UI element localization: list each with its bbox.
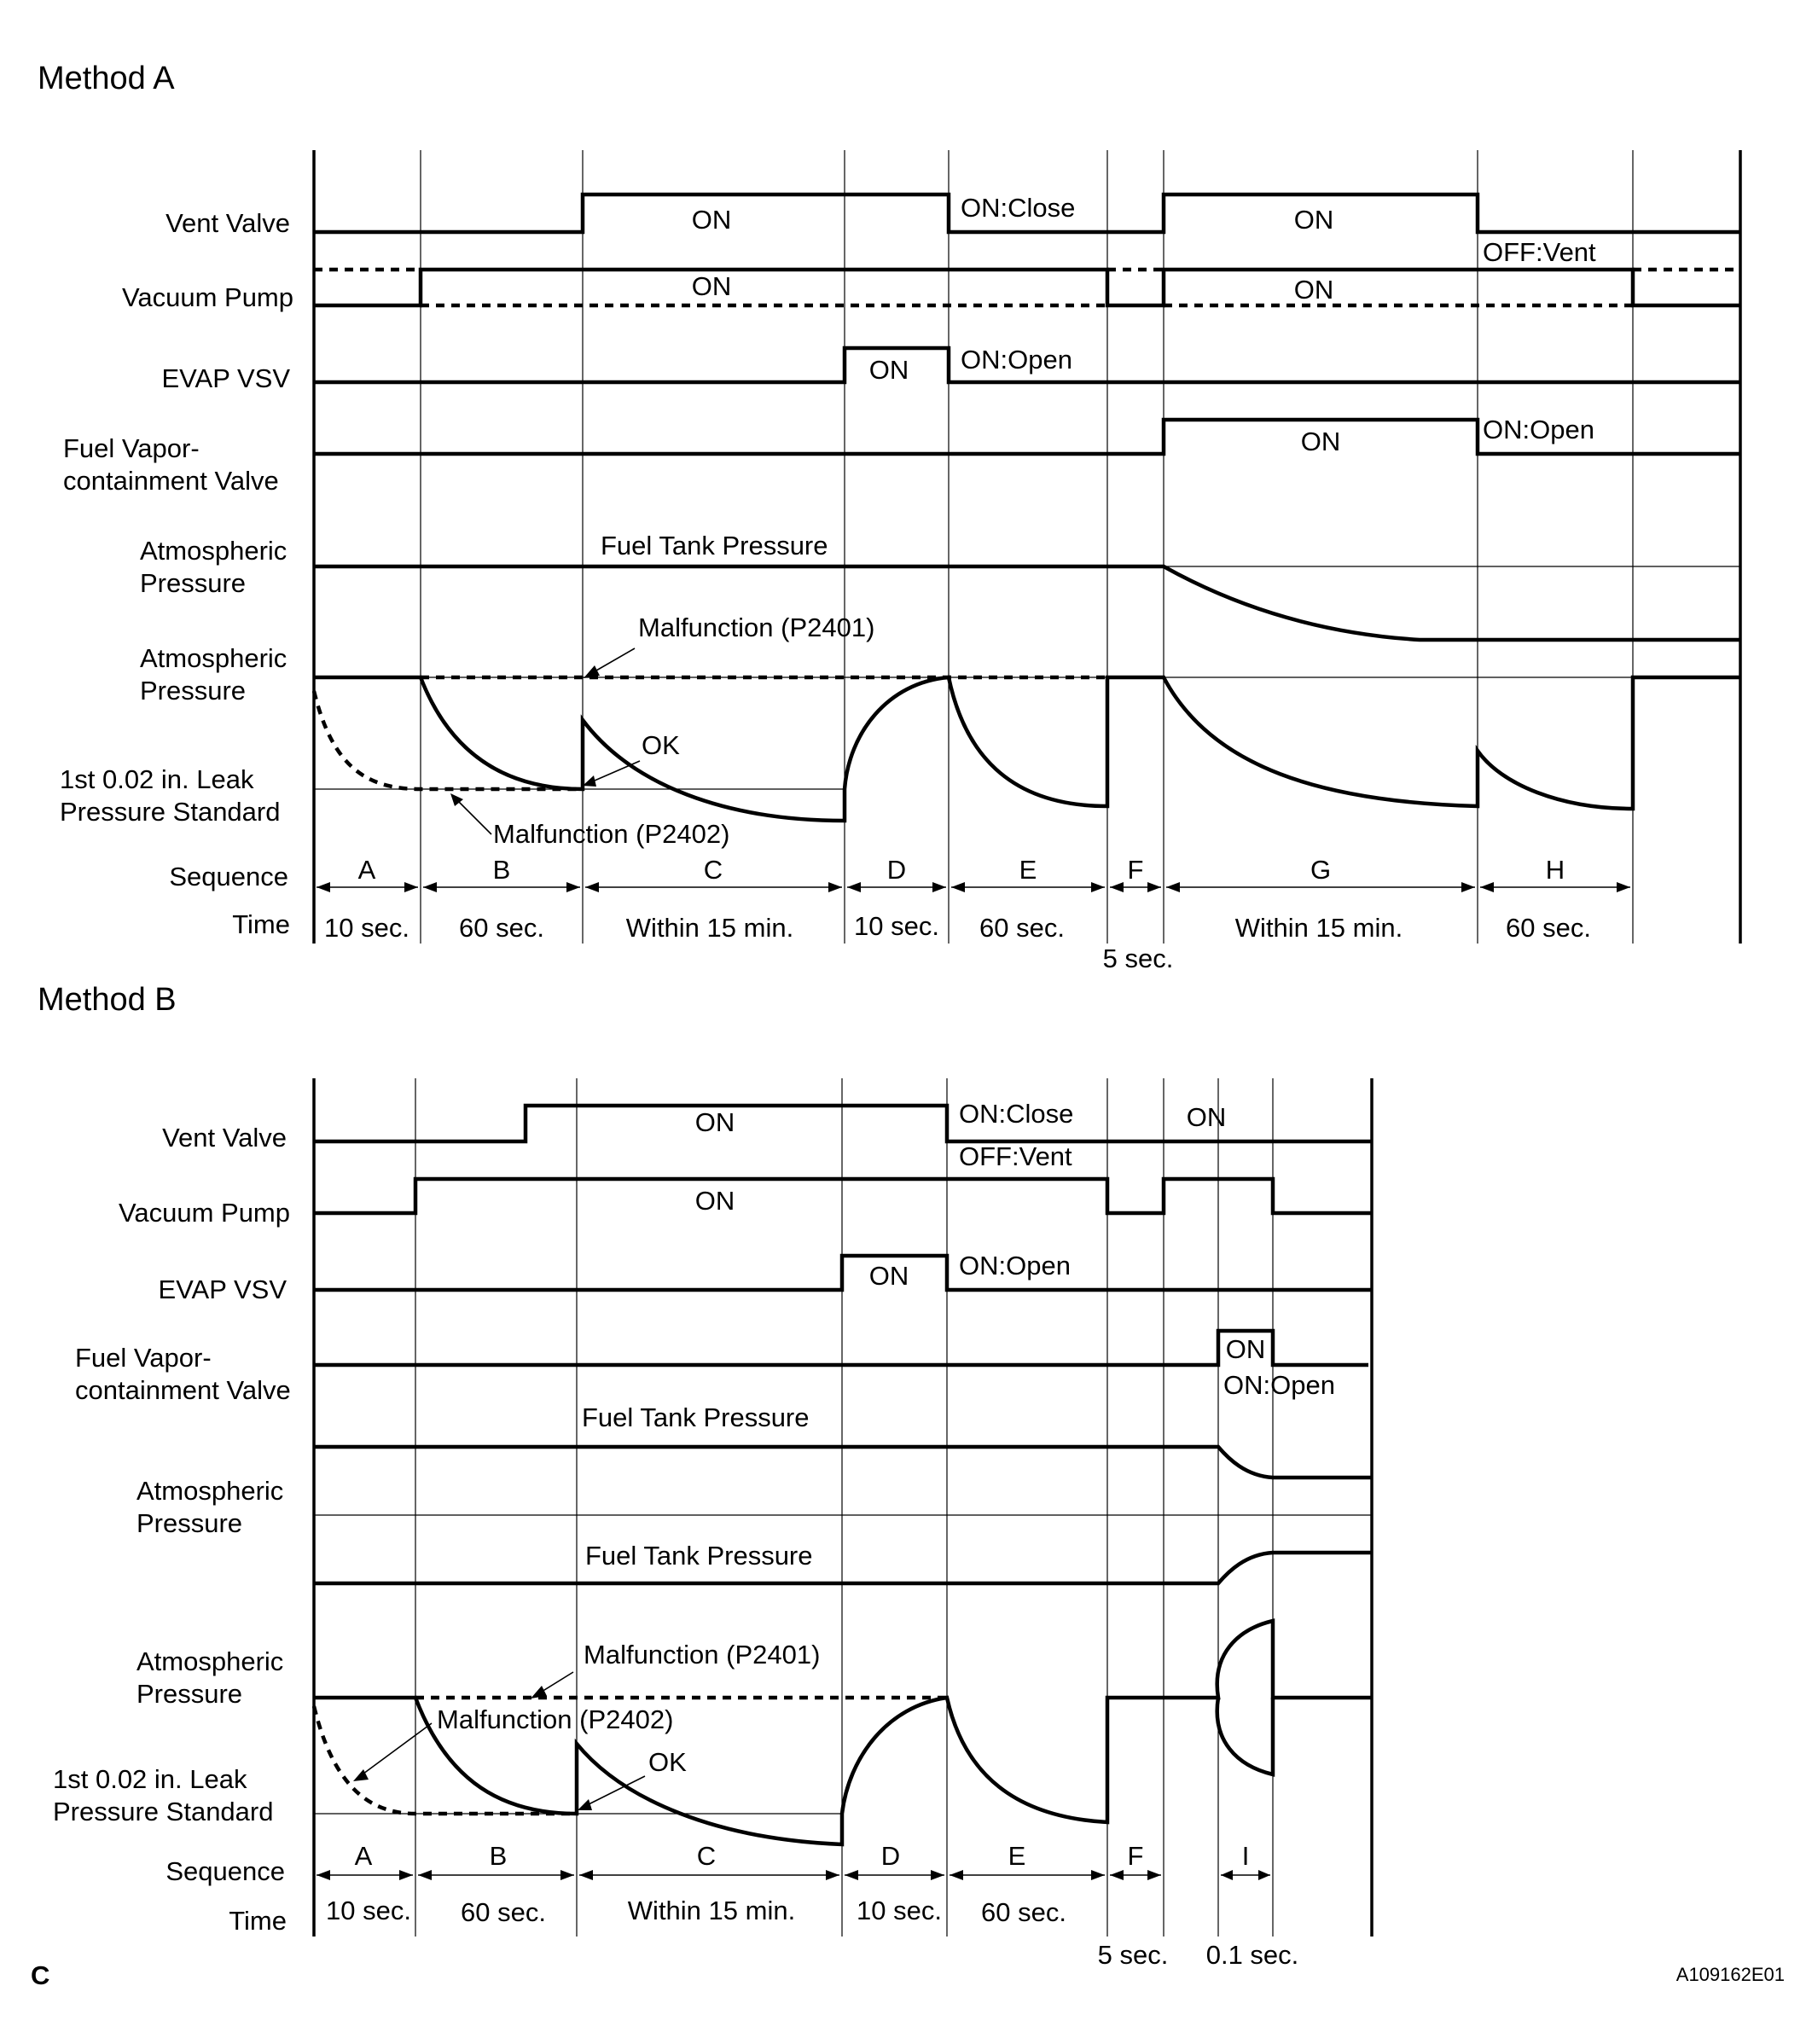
b-dim-arrow-right-2: [826, 1870, 839, 1880]
b-label-vacuum-pump: Vacuum Pump: [118, 1198, 290, 1228]
method-a-sequence-letters: [358, 855, 1565, 885]
b-fuel-tank-pressure-1: Fuel Tank Pressure: [582, 1402, 810, 1432]
a-seq-B: B: [492, 855, 511, 885]
a-seq-C: C: [703, 855, 723, 885]
a-fvc-on-open: ON:Open: [1483, 415, 1594, 444]
a-dim-arrow-left-4: [951, 882, 965, 892]
a-seq-A: A: [357, 855, 376, 885]
b-dim-arrow-right-5: [1147, 1870, 1161, 1880]
a-trace-pressure-ok: [314, 677, 1740, 821]
a-label-evap-vsv: EVAP VSV: [161, 363, 290, 393]
b-dim-arrow-left-4: [950, 1870, 963, 1880]
b-leader-lines: [360, 1672, 645, 1807]
a-fvc-on: ON: [1300, 427, 1341, 456]
a-seq-E: E: [1019, 855, 1037, 885]
a-dim-arrow-right-0: [404, 882, 418, 892]
a-evap-on: ON: [868, 355, 909, 385]
method-b-dimension-arrows: [317, 1870, 1270, 1880]
a-time-D: 10 sec.: [854, 911, 939, 941]
method-b: [38, 982, 1372, 1970]
b-vent-on-2: ON: [1186, 1102, 1227, 1132]
a-time-E: 60 sec.: [979, 913, 1065, 943]
b-pump-on: ON: [694, 1186, 735, 1216]
a-dim-arrow-left-7: [1480, 882, 1494, 892]
method-a: [38, 61, 1740, 973]
b-vent-on-close: ON:Close: [959, 1099, 1074, 1129]
a-label-vacuum-pump: Vacuum Pump: [121, 282, 293, 312]
a-pump-on-1: ON: [691, 271, 732, 301]
a-ok-label: OK: [642, 730, 680, 760]
b-seq-B: B: [489, 1841, 508, 1871]
b-trace-fuel-vapor-valve: [314, 1331, 1368, 1365]
a-pump-on-2: ON: [1293, 275, 1334, 305]
a-dim-arrow-left-6: [1166, 882, 1180, 892]
b-fvc-on: ON: [1225, 1334, 1266, 1364]
a-malfunction-p2402: Malfunction (P2402): [493, 819, 730, 849]
a-time-B: 60 sec.: [459, 913, 544, 943]
method-b-title: Method B: [38, 982, 177, 1018]
b-label-atm1-1: Atmospheric: [136, 1476, 284, 1506]
b-seq-D: D: [880, 1841, 901, 1871]
a-label-atm1-2: Pressure: [140, 568, 247, 598]
b-trace-fuel-tank-pressure-1: [314, 1447, 1372, 1478]
a-time-C: Within 15 min.: [625, 913, 794, 943]
b-label-leak-2: Pressure Standard: [53, 1797, 274, 1826]
b-dim-arrow-left-1: [418, 1870, 432, 1880]
a-dim-arrow-right-5: [1147, 882, 1161, 892]
a-label-atm2-1: Atmospheric: [140, 643, 287, 673]
a-dim-arrow-right-2: [828, 882, 842, 892]
a-dim-arrow-left-0: [317, 882, 330, 892]
a-dim-arrow-right-7: [1617, 882, 1630, 892]
b-dim-arrow-left-5: [1110, 1870, 1124, 1880]
a-dim-arrow-left-2: [585, 882, 599, 892]
a-evap-on-open: ON:Open: [961, 345, 1072, 375]
b-time-I: 0.1 sec.: [1205, 1940, 1299, 1970]
b-dim-arrow-I-1: [1258, 1870, 1270, 1880]
a-seq-G: G: [1310, 855, 1332, 885]
a-label-vent-valve: Vent Valve: [166, 208, 290, 238]
a-dim-arrow-right-6: [1461, 882, 1475, 892]
b-label-atm1-2: Pressure: [136, 1508, 243, 1538]
b-fuel-tank-pressure-2: Fuel Tank Pressure: [585, 1541, 813, 1571]
b-evap-on-open: ON:Open: [959, 1251, 1071, 1280]
b-trace-evap-vsv: [314, 1256, 1372, 1290]
a-dim-arrow-left-1: [423, 882, 437, 892]
a-seq-D: D: [886, 855, 907, 885]
b-dim-arrow-I-0: [1221, 1870, 1233, 1880]
b-evap-on: ON: [868, 1261, 909, 1291]
b-trace-pressure-split: [1217, 1698, 1273, 1774]
b-seq-F: F: [1127, 1841, 1144, 1871]
a-label-fuel-vapor-2: containment Valve: [63, 466, 279, 496]
a-label-fuel-vapor-1: Fuel Vapor-: [63, 433, 200, 463]
corner-letter: C: [31, 1960, 50, 1990]
b-fvc-on-open: ON:Open: [1223, 1370, 1335, 1400]
b-trace-vacuum-pump: [314, 1179, 1372, 1213]
b-seq-E: E: [1008, 1841, 1026, 1871]
b-label-time: Time: [229, 1906, 287, 1936]
a-fuel-tank-pressure: Fuel Tank Pressure: [601, 531, 828, 560]
a-trace-malfunction-p2402: [314, 691, 583, 789]
b-time-A: 10 sec.: [326, 1896, 411, 1925]
b-dim-arrow-right-0: [399, 1870, 413, 1880]
b-time-C: Within 15 min.: [627, 1896, 796, 1925]
b-trace-fuel-tank-pressure-2: [314, 1553, 1372, 1583]
b-label-fuel-vapor-1: Fuel Vapor-: [75, 1343, 212, 1373]
a-vent-on-close: ON:Close: [961, 193, 1076, 223]
b-dim-arrow-left-3: [845, 1870, 858, 1880]
figure-id: A109162E01: [1676, 1964, 1785, 1985]
a-label-leak-1: 1st 0.02 in. Leak: [60, 764, 254, 794]
a-leader-arrowheads: [450, 665, 600, 806]
b-vent-on-1: ON: [694, 1107, 735, 1137]
b-time-F: 5 sec.: [1097, 1940, 1169, 1970]
a-vent-on-2: ON: [1293, 205, 1334, 235]
b-malfunction-p2401: Malfunction (P2401): [584, 1640, 821, 1669]
b-time-B: 60 sec.: [461, 1897, 546, 1927]
b-seq-C: C: [696, 1841, 717, 1871]
b-dim-arrow-left-2: [579, 1870, 593, 1880]
a-label-sequence: Sequence: [169, 862, 288, 891]
b-label-leak-1: 1st 0.02 in. Leak: [53, 1764, 247, 1794]
b-dim-arrow-right-1: [560, 1870, 574, 1880]
a-malfunction-p2401: Malfunction (P2401): [638, 613, 875, 642]
a-dim-arrow-left-3: [847, 882, 861, 892]
a-vent-off-vent: OFF:Vent: [1483, 237, 1596, 267]
a-seq-F: F: [1127, 855, 1144, 885]
b-label-atm2-1: Atmospheric: [136, 1646, 284, 1676]
a-label-atm2-2: Pressure: [140, 676, 247, 706]
b-label-vent-valve: Vent Valve: [162, 1123, 287, 1153]
b-label-atm2-2: Pressure: [136, 1679, 243, 1709]
a-vent-on-1: ON: [691, 205, 732, 235]
method-a-time-labels: [324, 911, 1591, 973]
method-b-sequence-letters: [355, 1841, 1250, 1871]
a-trace-vacuum-pump: [314, 270, 1740, 305]
b-dim-arrow-right-3: [931, 1870, 944, 1880]
method-a-title: Method A: [38, 61, 175, 96]
a-label-leak-2: Pressure Standard: [60, 797, 281, 827]
a-time-F: 5 sec.: [1102, 944, 1174, 973]
b-seq-A: A: [354, 1841, 373, 1871]
a-seq-H: H: [1545, 855, 1565, 885]
a-trace-fuel-tank-pressure: [314, 566, 1740, 640]
a-dim-arrow-right-4: [1091, 882, 1105, 892]
b-seq-I: I: [1241, 1841, 1250, 1871]
method-b-time-labels: [326, 1896, 1298, 1970]
a-dim-arrow-left-5: [1110, 882, 1124, 892]
a-label-atm1-1: Atmospheric: [140, 536, 287, 566]
b-malfunction-p2402: Malfunction (P2402): [437, 1704, 674, 1734]
b-label-fuel-vapor-2: containment Valve: [75, 1375, 291, 1405]
b-time-D: 10 sec.: [857, 1896, 942, 1925]
b-time-E: 60 sec.: [981, 1897, 1066, 1927]
a-time-H: 60 sec.: [1506, 913, 1591, 943]
b-dim-arrow-left-0: [317, 1870, 330, 1880]
b-label-evap-vsv: EVAP VSV: [158, 1275, 287, 1304]
b-label-sequence: Sequence: [166, 1856, 285, 1886]
b-dim-arrow-right-4: [1091, 1870, 1105, 1880]
a-dim-arrow-right-1: [566, 882, 580, 892]
b-ok-label: OK: [648, 1747, 687, 1777]
a-time-A: 10 sec.: [324, 913, 409, 943]
a-time-G: Within 15 min.: [1234, 913, 1403, 943]
b-vent-off-vent: OFF:Vent: [959, 1141, 1072, 1171]
a-label-time: Time: [232, 909, 290, 939]
a-dim-arrow-right-3: [932, 882, 946, 892]
method-a-dimension-arrows: [317, 882, 1630, 892]
